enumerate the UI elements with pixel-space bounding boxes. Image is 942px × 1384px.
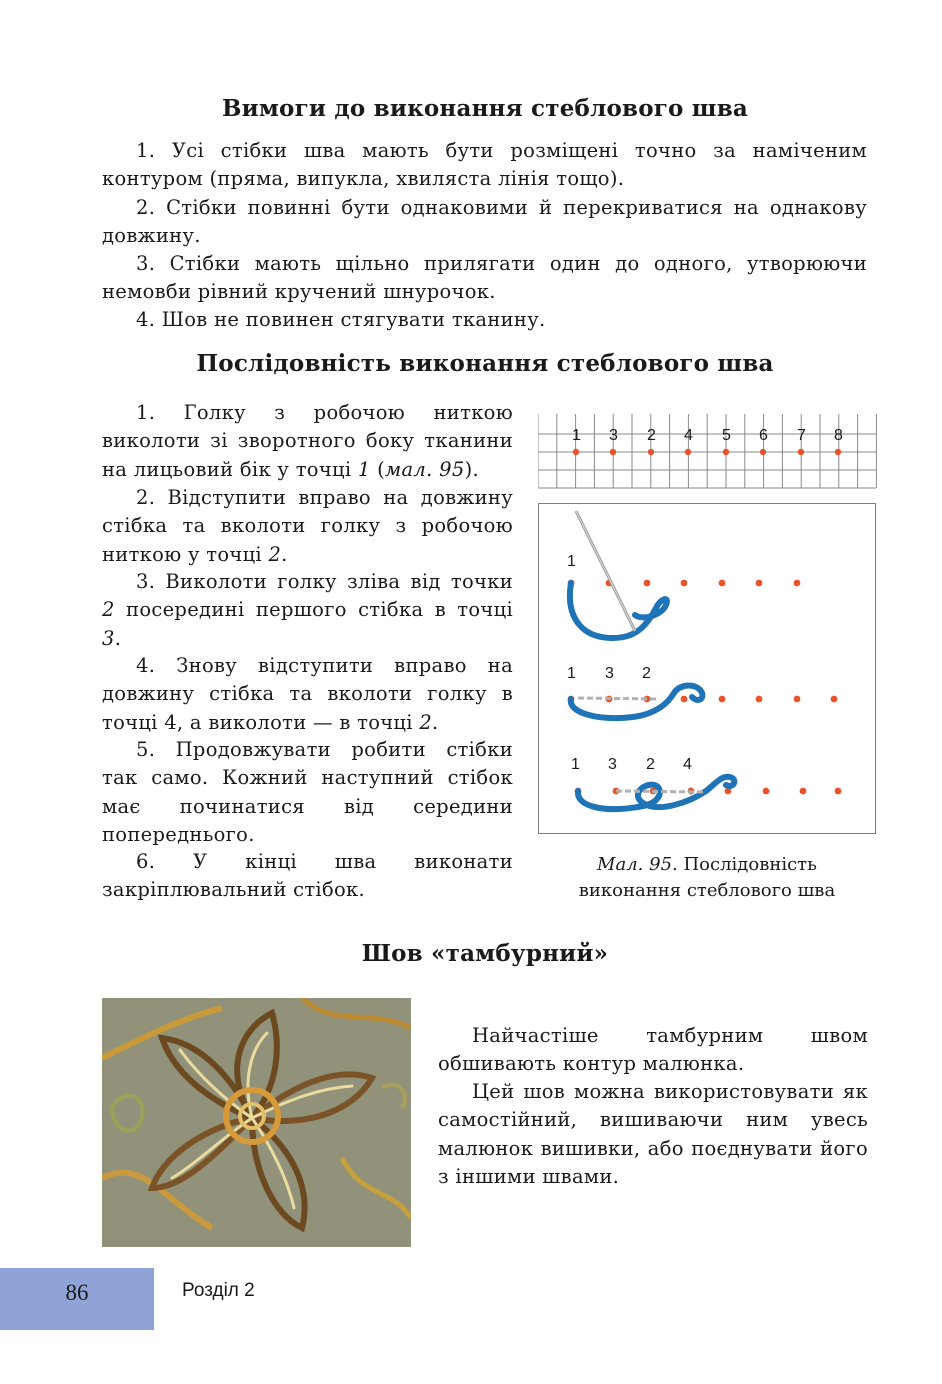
point-label: 2 [642, 665, 651, 682]
sequence-step: 2. Відступити вправо на довжину стібка та вколоти голку з робочою ниткою у точці 2. [102, 486, 513, 566]
tambour-heading: Шов «тамбурний» [361, 940, 609, 967]
stitch-point-dot [794, 696, 801, 703]
thread-line [570, 583, 667, 638]
figure-caption: Мал. 95. Послідовність виконання стеблового шва [578, 854, 836, 901]
sequence-step: 3. Виколоти голку зліва від точки 2 посередині першого стібка в точці 3. [102, 570, 513, 650]
sequence-step: 6. У кінці шва виконати закріплювальний стібок. [102, 850, 513, 902]
grid-point-label: 3 [609, 427, 618, 444]
requirements-heading: Вимоги до виконання стеблового шва [221, 95, 748, 122]
stitch-point-dot [644, 580, 651, 587]
grid-point-label: 1 [572, 427, 581, 444]
grid-point-label: 6 [759, 427, 768, 444]
stitch-sequence-figure [538, 503, 876, 834]
point-label: 1 [567, 665, 576, 682]
embroidery-photo [102, 998, 411, 1247]
stitch-point-dot [681, 696, 688, 703]
needle-icon [578, 698, 658, 699]
requirement-item: 1. Усі стібки шва мають бути розміщені точно за наміченим контуром (пряма, випукла, хвиляста лінія тощо). [102, 139, 867, 191]
grid-point-dot [798, 449, 804, 455]
stitch-point-dot [756, 696, 763, 703]
requirement-item: 4. Шов не повинен стягувати тканину. [136, 308, 546, 331]
stitch-stage-3 [578, 777, 734, 809]
grid-point-label: 8 [834, 427, 843, 444]
stitch-point-dot [831, 696, 838, 703]
grid-point-dot [685, 449, 691, 455]
stitch-point-dot [835, 788, 842, 795]
page-number: 86 [65, 1280, 89, 1305]
sequence-step: 4. Знову відступити вправо на довжину стібка та вколоти голку в точці 4, а виколоти — в точці 2. [102, 654, 513, 734]
grid-point-label: 5 [722, 427, 731, 444]
grid-point-label: 7 [797, 427, 806, 444]
stitch-point-dot [719, 580, 726, 587]
requirement-item: 3. Стібки мають щільно прилягати один до одного, утворюючи немовби рівний кручений шнурочок. [102, 252, 867, 304]
section-label: Розділ 2 [182, 1280, 255, 1301]
sequence-heading: Послідовність виконання стеблового шва [196, 350, 774, 377]
stitch-point-dot [794, 580, 801, 587]
sequence-step: 1. Голку з робочою ниткою виколоти зі зворотного боку тканини на лицьовий бік у точці 1 (мал. 95). [102, 401, 513, 481]
grid-point-dot [610, 449, 616, 455]
requirement-item: 2. Стібки повинні бути однаковими й перекриватися на однакову довжину. [102, 196, 867, 248]
stitch-point-dot [756, 580, 763, 587]
stitch-point-dot [763, 788, 770, 795]
point-label: 3 [608, 756, 617, 773]
tambour-paragraph: Цей шов можна використовувати як самостійний, вишиваючи ним увесь малюнок вишивки, або поєднувати його з іншими швами. [438, 1080, 868, 1189]
stitch-point-dot [719, 696, 726, 703]
stitch-grid-figure [538, 410, 878, 490]
sequence-step: 5. Продовжувати робити стібки так само. Кожний наступний стібок має починатися від середини попереднього. [102, 738, 513, 847]
point-label: 3 [605, 665, 614, 682]
point-label: 2 [646, 756, 655, 773]
point-label: 1 [567, 553, 576, 570]
grid-point-dot [648, 449, 654, 455]
stitch-stage-1 [570, 511, 667, 638]
grid-point-dot [835, 449, 841, 455]
grid-point-dot [723, 449, 729, 455]
stitch-point-dot [681, 580, 688, 587]
grid-point-label: 2 [647, 427, 656, 444]
point-label: 1 [571, 756, 580, 773]
stitch-point-dot [800, 788, 807, 795]
point-label: 4 [683, 756, 692, 773]
grid-point-dot [760, 449, 766, 455]
tambour-paragraph: Найчастіше тамбурним швом обшивають контур малюнка. [438, 1024, 868, 1076]
grid-point-label: 4 [684, 427, 693, 444]
grid-point-dot [573, 449, 579, 455]
